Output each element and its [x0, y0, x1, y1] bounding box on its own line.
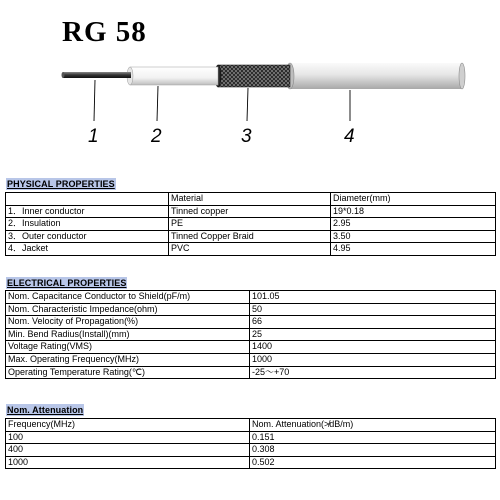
braid-layer [215, 65, 290, 87]
insulation-layer [127, 67, 218, 85]
table-cell: 0.308 [250, 444, 496, 457]
table-cell: 2.95 [331, 218, 496, 231]
table-cell: Tinned Copper Braid [169, 230, 331, 243]
callout-2-label: 2 [151, 126, 162, 147]
callout-1-label: 1 [88, 126, 99, 147]
table-cell: 0.151 [250, 431, 496, 444]
table-cell: 2．Insulation [6, 218, 169, 231]
table-row [6, 316, 496, 329]
table-header-row [6, 193, 496, 206]
table-row [6, 291, 496, 304]
table-cell: 0.502 [250, 456, 496, 469]
attenuation-table [5, 418, 496, 469]
product-title: RG 58 [62, 16, 147, 48]
table-row [6, 218, 496, 231]
table-cell: 25 [250, 328, 496, 341]
table-cell: PVC [169, 243, 331, 256]
table-row [6, 230, 496, 243]
table-row [6, 366, 496, 379]
table-cell: Nom. Capacitance Conductor to Shield(pF/m) [6, 291, 250, 304]
table-row [6, 328, 496, 341]
table-cell: -25～+70 [250, 366, 496, 379]
table-row [6, 243, 496, 256]
electrical-properties-table [5, 290, 496, 379]
table-cell: 1000 [250, 353, 496, 366]
table-cell: 50 [250, 303, 496, 316]
callout-3-label: 3 [241, 126, 252, 147]
table-cell: 3.50 [331, 230, 496, 243]
table-cell [6, 193, 169, 206]
table-cell: Frequency(MHz) [6, 419, 250, 432]
attenuation-heading: Nom. Attenuation [7, 405, 84, 415]
table-row [6, 353, 496, 366]
table-cell: Voltage Rating(VMS) [6, 341, 250, 354]
table-header-row [6, 419, 496, 432]
table-cell: 4.95 [331, 243, 496, 256]
table-row [6, 456, 496, 469]
table-cell: 4．Jacket [6, 243, 169, 256]
jacket-layer [286, 63, 465, 89]
table-cell: 66 [250, 316, 496, 329]
table-cell: 19*0.18 [331, 205, 496, 218]
table-cell: 400 [6, 444, 250, 457]
table-row [6, 444, 496, 457]
table-cell: 1．Inner conductor [6, 205, 169, 218]
table-cell: Nom. Velocity of Propagation(%) [6, 316, 250, 329]
table-cell: 3．Outer conductor [6, 230, 169, 243]
table-row [6, 431, 496, 444]
electrical-properties-heading: ELECTRICAL PROPERTIES [7, 278, 127, 288]
table-cell: Operating Temperature Rating(℃) [6, 366, 250, 379]
table-row [6, 303, 496, 316]
table-cell: Material [169, 193, 331, 206]
physical-properties-heading: PHYSICAL PROPERTIES [7, 179, 115, 189]
table-row [6, 341, 496, 354]
table-cell: Nom. Characteristic Impedance(ohm) [6, 303, 250, 316]
table-cell: 1000 [6, 456, 250, 469]
table-row [6, 205, 496, 218]
table-cell: Tinned copper [169, 205, 331, 218]
callout-4-label: 4 [344, 126, 355, 147]
table-cell: PE [169, 218, 331, 231]
physical-properties-table [5, 192, 496, 256]
table-cell: Min. Bend Radius(Install)(mm) [6, 328, 250, 341]
table-cell: Nom. Attenuation(≯dB/m) [250, 419, 496, 432]
table-cell: 101.05 [250, 291, 496, 304]
table-cell: Max. Operating Frequency(MHz) [6, 353, 250, 366]
inner-conductor [62, 72, 132, 78]
table-cell: 100 [6, 431, 250, 444]
table-cell: 1400 [250, 341, 496, 354]
table-cell: Diameter(mm) [331, 193, 496, 206]
